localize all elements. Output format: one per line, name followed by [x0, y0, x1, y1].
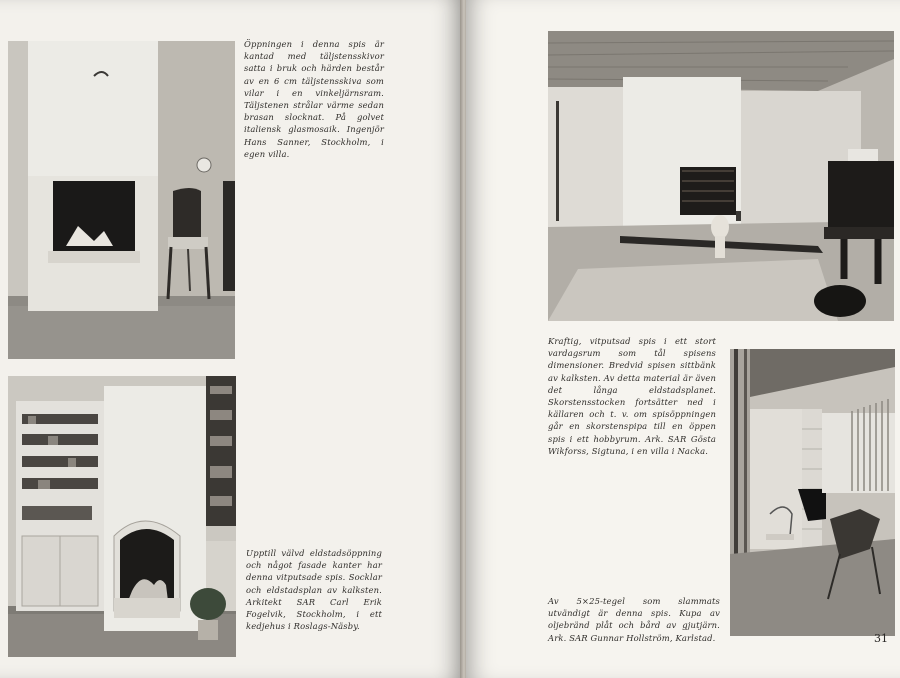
photo-vaulted-fireplace	[8, 376, 236, 657]
photo-tile-fireplace	[8, 41, 235, 359]
caption-living-room-fireplace: Kraftig, vitputsad spis i ett stort vardagsrum som tål spisens dimensioner. Bredvid spisen sittbänk av kalksten. Av detta material är även det långa eldstadsplanet. Skorstensstocken fortsätter ned i källaren och t. v. om spisöppningen går en skorstenspipa till en öppen spis i ett hobbyrum. Ark. SAR Gösta Wikforss, Sigtuna, i en villa i Nacka.	[548, 336, 716, 456]
caption-vaulted-fireplace: Upptill välvd eldstadsöppning och något fasade kanter har denna vitputsade spis. Socklar och eldstadsplan av kalksten. Arkitekt SAR Carl Erik Fogelvik, Stockholm, i ett kedjehus i Roslags-Näsby.	[246, 548, 382, 632]
right-page	[466, 0, 900, 678]
caption-tile-fireplace: Öppningen i denna spis är kantad med täljstensskivor satta i bruk och härden består av en 6 cm täljstensskiva som vilar i en vinkeljärnsram. Täljstenen strålar värme sedan brasan slocknat. På golvet italiensk glasmosaik. Ingenjör Hans Sanner, Stockholm, i egen villa.	[244, 39, 384, 159]
photo-brick-fireplace-corner	[730, 349, 895, 636]
page-number: 31	[874, 632, 888, 645]
caption-brick-fireplace: Av 5×25-tegel som slammats utvändigt är denna spis. Kupa av oljebränd plåt och bård av gjutjärn. Ark. SAR Gunnar Hollström, Karlstad.	[548, 596, 720, 643]
photo-living-room-fireplace	[548, 31, 894, 321]
